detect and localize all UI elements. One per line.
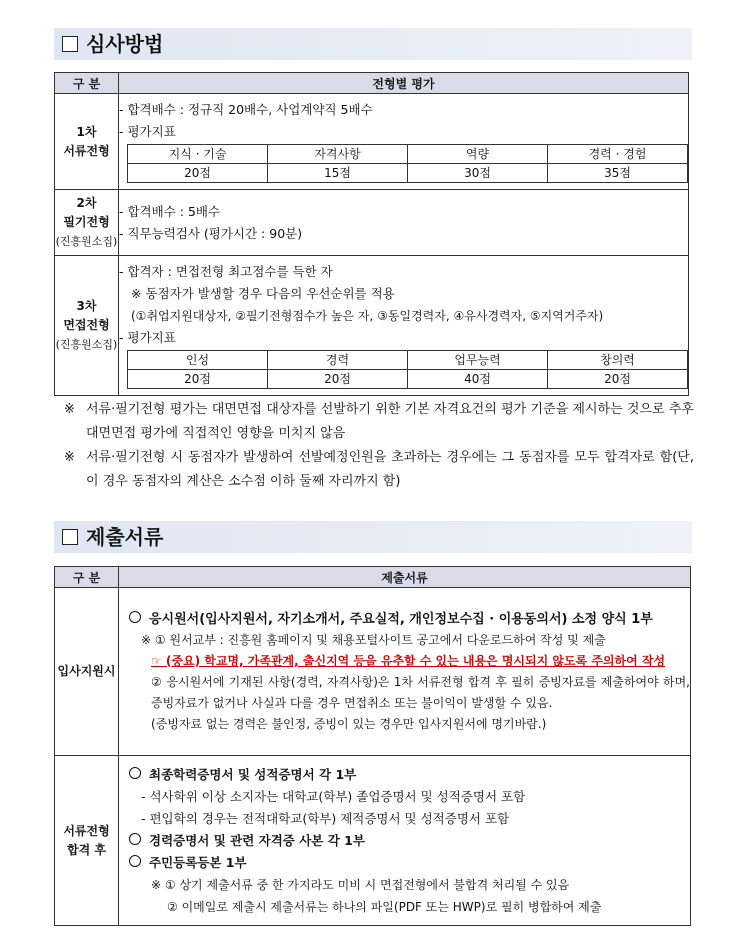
criteria-header: 역량	[408, 144, 548, 163]
important-warning-text: ☞ (중요) 학교명, 가족관계, 출신지역 등을 유추할 수 있는 내용은 명시되지 않도록 주의하여 작성	[151, 653, 666, 668]
row-label-application: 입사지원시	[55, 588, 119, 756]
col-header-documents: 제출서류	[119, 567, 691, 588]
resident-register-text: 주민등록등본 1부	[149, 854, 247, 870]
missing-docs-note: ※ ① 상기 제출서류 중 한 가지라도 미비 시 면접전형에서 불합격 처리될 수 있음	[151, 877, 570, 892]
criteria-score: 40점	[408, 369, 548, 388]
transcript-item	[129, 764, 690, 786]
note-item	[64, 398, 694, 446]
application-form-item	[129, 609, 690, 630]
note-text: 서류·필기전형 평가는 대면면접 대상자를 선발하기 위한 기본 자격요건의 평가 기준을 제시하는 것으로 추후 대면면접 평가에 직접적인 영향을 미치지 않음	[86, 402, 694, 441]
col-header-category: 구 분	[55, 567, 119, 588]
stage-number: 3차	[76, 299, 97, 313]
criteria-header: 자격사항	[268, 144, 408, 163]
stage-number: 2차	[76, 196, 97, 210]
row-label-stage1	[55, 94, 119, 190]
masters-note-text: - 석사학위 이상 소지자는 대학교(학부) 졸업증명서 및 성적증명서 포함	[141, 788, 526, 804]
criteria-header: 인성	[128, 350, 268, 369]
row-label-line: 서류전형	[63, 823, 110, 838]
row-label-stage3	[55, 256, 119, 396]
criteria-score: 30점	[408, 163, 548, 182]
circle-bullet-icon	[129, 855, 141, 867]
post-screening-docs-content	[119, 756, 691, 926]
screening-notes	[64, 398, 694, 494]
email-submission-note: ② 이메일로 제출시 제출서류는 하나의 파일(PDF 또는 HWP)로 필히 병합하여 제출	[167, 899, 602, 914]
criteria-label: - 평가지표	[119, 123, 176, 139]
criteria-score: 20점	[128, 369, 268, 388]
criteria-header: 경력	[268, 350, 408, 369]
stage2-content	[119, 190, 689, 256]
priority-list-text: (①취업지원대상자, ②필기전형점수가 높은 자, ③동일경력자, ④유사경력자, ⑤지역거주자)	[131, 308, 604, 323]
criteria-score: 20점	[128, 163, 268, 182]
circle-bullet-icon	[129, 767, 141, 779]
criteria-score: 35점	[548, 163, 688, 182]
section-title: 심사방법	[86, 32, 164, 56]
stage-name: 서류전형	[63, 143, 110, 158]
row-label-stage2	[55, 190, 119, 256]
reference-mark: ※	[64, 402, 75, 417]
stage1-content	[119, 94, 689, 190]
screening-table	[54, 72, 689, 396]
checkbox-square-icon	[62, 529, 78, 545]
application-docs-content	[119, 588, 691, 756]
criteria-header: 지식 · 기술	[128, 144, 268, 163]
transfer-note-text: - 편입학의 경우는 전적대학교(학부) 제적증명서 및 성적증명서 포함	[141, 810, 510, 826]
pass-multiple-text: - 합격배수 : 정규직 20배수, 사업계약직 5배수	[119, 101, 373, 117]
stage-name: 필기전형	[63, 215, 110, 229]
form-distribution-note: ※ ① 원서교부 : 진흥원 홈페이지 및 채용포털사이트 공고에서 다운로드하여 작성 및 제출	[141, 632, 606, 647]
aptitude-test-text: - 직무능력검사 (평가시간 : 90분)	[119, 225, 303, 241]
criteria-score: 15점	[268, 163, 408, 182]
stage3-content	[119, 256, 689, 396]
pass-criteria-text: - 합격자 : 면접전형 최고점수를 득한 자	[119, 263, 333, 279]
reference-mark: ※	[64, 450, 75, 465]
note-item	[64, 446, 694, 494]
career-cert-item	[129, 830, 690, 852]
circle-bullet-icon	[129, 611, 141, 623]
criteria-header: 업무능력	[408, 350, 548, 369]
stage-name: 면접전형	[63, 318, 110, 332]
stage-number: 1차	[76, 124, 97, 139]
transcript-text: 최종학력증명서 및 성적증명서 각 1부	[149, 766, 357, 782]
tie-rule-text: ※ 동점자가 발생할 경우 다음의 우선순위를 적용	[131, 285, 395, 301]
application-form-text: 응시원서(입사지원서, 자기소개서, 주요실적, 개인정보수집 · 이용동의서) 소정 양식 1부	[149, 611, 653, 627]
criteria-header: 창의력	[548, 350, 688, 369]
section-title: 제출서류	[86, 525, 164, 549]
criteria-score: 20점	[268, 369, 408, 388]
evidence-requirement-text: ② 응시원서에 기재된 사항(경력, 자격사항)은 1차 서류전형 합격 후 필히 증빙자료를 제출하여야 하며, 증빙자료가 없거나 사실과 다를 경우 면접취소 또는 불이익이 발생할 수 있음.	[151, 674, 690, 710]
pass-multiple-text: - 합격배수 : 5배수	[119, 203, 221, 219]
criteria-label: - 평가지표	[119, 329, 176, 345]
criteria-table-stage1	[127, 144, 688, 183]
evidence-note-text: (증빙자료 없는 경력은 불인정, 증빙이 있는 경우만 입사지원서에 명기바람.)	[151, 716, 547, 731]
section-header-documents	[54, 521, 692, 553]
criteria-header: 경력 · 경험	[548, 144, 688, 163]
stage-location: (진흥원소집)	[55, 235, 118, 248]
documents-table	[54, 566, 691, 926]
circle-bullet-icon	[129, 833, 141, 845]
checkbox-square-icon	[62, 36, 78, 52]
stage-location: (진흥원소집)	[55, 338, 118, 351]
row-label-after-screening	[55, 756, 119, 926]
resident-register-item	[129, 852, 690, 874]
criteria-table-stage3	[127, 350, 688, 389]
criteria-score: 20점	[548, 369, 688, 388]
row-label-line: 합격 후	[67, 842, 106, 857]
note-text: 서류·필기전형 시 동점자가 발생하여 선발예정인원을 초과하는 경우에는 그 동점자를 모두 합격자로 함(단, 이 경우 동점자의 계산은 소수점 이하 둘째 자리까지 함)	[86, 450, 694, 489]
col-header-evaluation: 전형별 평가	[119, 73, 689, 94]
career-cert-text: 경력증명서 및 관련 자격증 사본 각 1부	[149, 832, 365, 848]
section-header-screening	[54, 28, 692, 60]
col-header-category: 구 분	[55, 73, 119, 94]
